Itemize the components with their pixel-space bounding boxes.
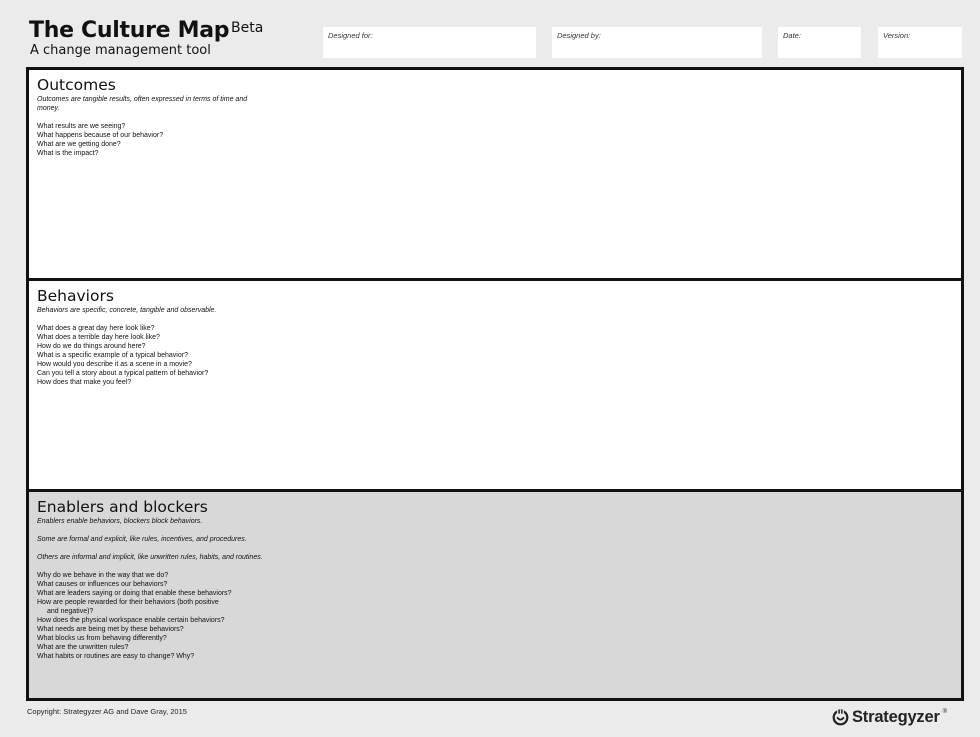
outcomes-question: What is the impact? [37,150,99,157]
outcomes-question: What are we getting done? [37,141,121,148]
enablers-question: Why do we behave in the way that we do? [37,572,169,579]
behaviors-question: What does a terrible day here look like? [37,334,160,341]
designed-by-label: Designed by: [557,31,601,40]
date-label: Date: [783,31,801,40]
enablers-description: Some are formal and explicit, like rules, incentives, and procedures. [37,536,247,543]
enablers-question: What blocks us from behaving differently? [37,635,167,642]
version-field[interactable] [878,27,962,58]
behaviors-question: How does that make you feel? [37,379,132,386]
enablers-description: Enablers enable behaviors, blockers block behaviors. [37,518,203,525]
enablers-description: Others are informal and implicit, like unwritten rules, habits, and routines. [37,554,263,561]
page-title: The Culture Map [29,18,230,43]
behaviors-section[interactable] [29,281,961,489]
enablers-question: How are people rewarded for their behaviors (both positive [37,599,219,606]
enablers-blockers-section[interactable] [29,492,961,698]
brand-name: Strategyzer [852,707,940,726]
outcomes-question: What happens because of our behavior? [37,132,164,139]
behaviors-title: Behaviors [37,287,114,305]
outcomes-question: What results are we seeing? [37,123,126,130]
behaviors-question: How would you describe it as a scene in a movie? [37,361,192,368]
enablers-question: What habits or routines are easy to change? Why? [37,653,195,660]
beta-label: Beta [231,20,264,36]
enablers-question: and negative)? [47,608,94,615]
outcomes-title: Outcomes [37,76,116,94]
enablers-title: Enablers and blockers [37,498,208,516]
outcomes-section[interactable] [29,70,961,278]
copyright-text: Copyright: Strategyzer AG and Dave Gray, 2015 [27,707,187,716]
date-field[interactable] [778,27,861,58]
canvas-frame [26,67,964,701]
designed-by-field[interactable] [552,27,762,58]
enablers-question: What are leaders saying or doing that enable these behaviors? [37,590,232,597]
enablers-question: What are the unwritten rules? [37,644,129,651]
strategyzer-logo-icon [832,709,849,726]
behaviors-question: What does a great day here look like? [37,325,155,332]
outcomes-description: Outcomes are tangible results, often expressed in terms of time and money. [37,96,248,112]
strategyzer-logo[interactable] [832,707,947,727]
behaviors-question: What is a specific example of a typical behavior? [37,352,188,359]
enablers-question: How does the physical workspace enable certain behaviors? [37,617,225,624]
version-label: Version: [883,31,911,40]
behaviors-question: How do we do things around here? [37,343,146,350]
behaviors-question: Can you tell a story about a typical pattern of behavior? [37,370,209,377]
designed-for-label: Designed for: [328,31,373,40]
behaviors-description: Behaviors are specific, concrete, tangible and observable. [37,307,217,314]
registered-mark: ® [942,709,948,715]
header [29,18,264,58]
designed-for-field[interactable] [323,27,536,58]
page-subtitle: A change management tool [30,43,211,58]
enablers-question: What causes or influences our behaviors? [37,581,168,588]
enablers-question: What needs are being met by these behaviors? [37,626,184,633]
